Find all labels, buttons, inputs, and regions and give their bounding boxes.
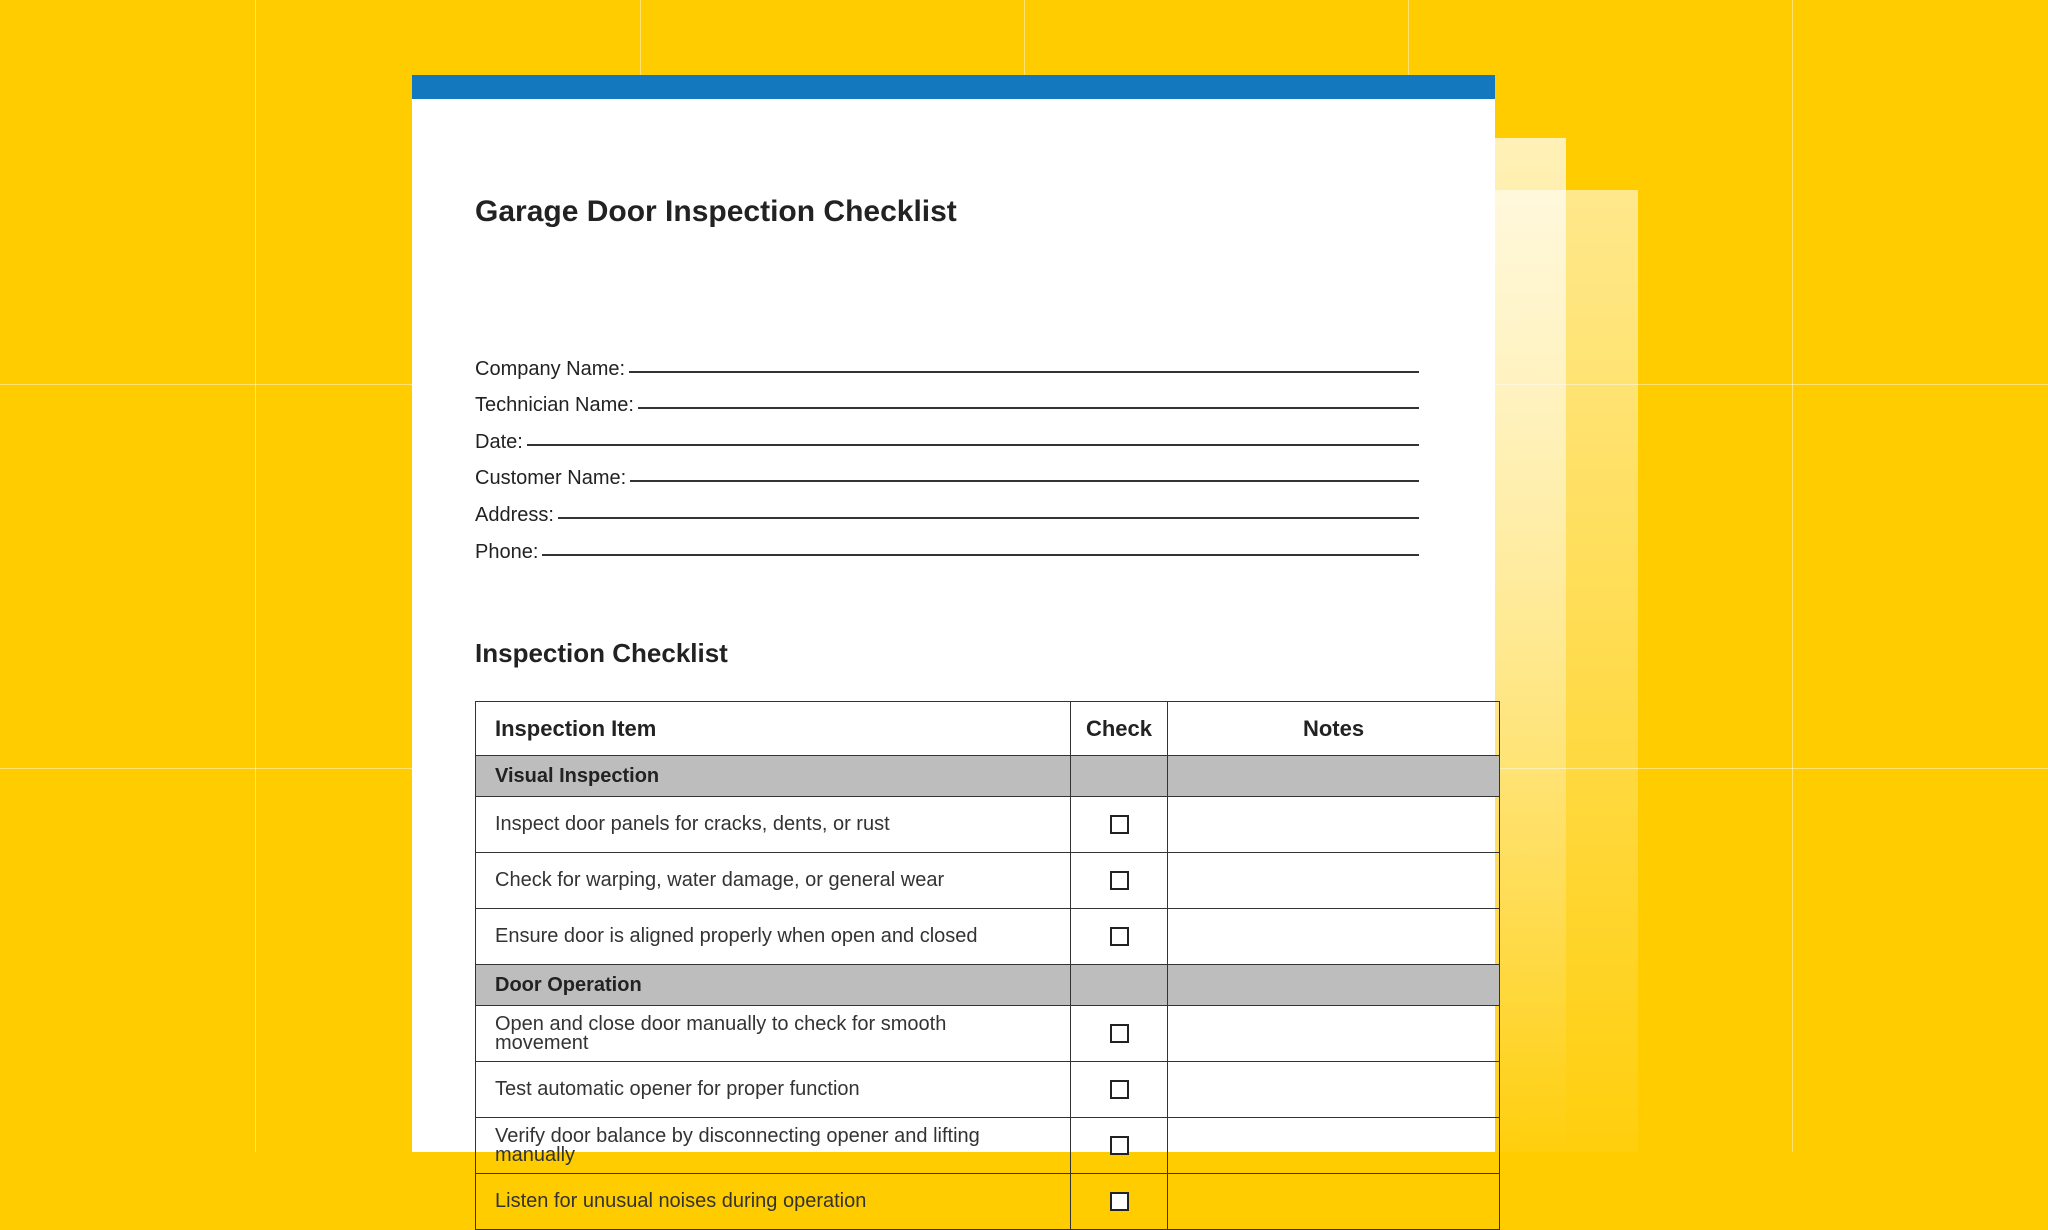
phone-field[interactable] (475, 526, 1419, 563)
group-check-cell (1071, 756, 1168, 797)
checkbox[interactable] (1110, 1192, 1129, 1211)
field-label: Technician Name: (475, 394, 634, 417)
field-underline[interactable] (527, 444, 1419, 446)
checkbox[interactable] (1110, 1080, 1129, 1099)
table-row (476, 1174, 1500, 1230)
date-field[interactable] (475, 416, 1419, 453)
group-check-cell (1071, 965, 1168, 1006)
notes-cell[interactable] (1168, 909, 1500, 965)
table-row (476, 909, 1500, 965)
table-row (476, 1062, 1500, 1118)
column-header-notes: Notes (1168, 702, 1500, 756)
item-text: Inspect door panels for cracks, dents, or rust (476, 797, 1071, 853)
checkbox[interactable] (1110, 1136, 1129, 1155)
field-underline[interactable] (638, 407, 1419, 409)
field-underline[interactable] (542, 554, 1419, 556)
check-cell (1071, 797, 1168, 853)
background-grid-line (255, 0, 256, 1152)
check-cell (1071, 853, 1168, 909)
group-row-door-operation (476, 965, 1500, 1006)
field-underline[interactable] (558, 517, 1419, 519)
item-text: Test automatic opener for proper function (476, 1062, 1071, 1118)
company-name-field[interactable] (475, 343, 1419, 380)
info-form (475, 343, 1419, 563)
check-cell (1071, 909, 1168, 965)
check-cell (1071, 1062, 1168, 1118)
field-label: Date: (475, 430, 523, 453)
notes-cell[interactable] (1168, 1118, 1500, 1174)
inspection-table (475, 701, 1500, 1230)
notes-cell[interactable] (1168, 853, 1500, 909)
column-header-check: Check (1071, 702, 1168, 756)
field-label: Phone: (475, 540, 539, 563)
section-title: Inspection Checklist (475, 638, 728, 668)
item-text: Check for warping, water damage, or general wear (476, 853, 1071, 909)
table-row (476, 1006, 1500, 1062)
checkbox[interactable] (1110, 871, 1129, 890)
notes-cell[interactable] (1168, 1174, 1500, 1230)
field-label: Customer Name: (475, 467, 627, 490)
field-label: Address: (475, 503, 554, 526)
item-text: Listen for unusual noises during operation (476, 1174, 1071, 1230)
item-text: Ensure door is aligned properly when open and closed (476, 909, 1071, 965)
notes-cell[interactable] (1168, 1062, 1500, 1118)
table-row (476, 797, 1500, 853)
document-title: Garage Door Inspection Checklist (475, 195, 957, 228)
group-label: Door Operation (476, 965, 1071, 1006)
item-text: Verify door balance by disconnecting opener and lifting manually (476, 1118, 1071, 1174)
checklist-document (412, 75, 1495, 1212)
customer-name-field[interactable] (475, 453, 1419, 490)
checkbox[interactable] (1110, 815, 1129, 834)
group-label: Visual Inspection (476, 756, 1071, 797)
address-field[interactable] (475, 489, 1419, 526)
check-cell (1071, 1006, 1168, 1062)
check-cell (1071, 1174, 1168, 1230)
document-header-bar (412, 75, 1495, 99)
table-row (476, 853, 1500, 909)
table-header-row (476, 702, 1500, 756)
item-text: Open and close door manually to check for smooth movement (476, 1006, 1071, 1062)
field-underline[interactable] (629, 371, 1419, 373)
group-row-visual-inspection (476, 756, 1500, 797)
checkbox[interactable] (1110, 927, 1129, 946)
group-notes-cell (1168, 756, 1500, 797)
field-label: Company Name: (475, 357, 626, 380)
technician-name-field[interactable] (475, 380, 1419, 417)
background-grid-line (1792, 0, 1793, 1152)
notes-cell[interactable] (1168, 1006, 1500, 1062)
stacked-sheet-back-far (1566, 190, 1638, 1152)
check-cell (1071, 1118, 1168, 1174)
column-header-item: Inspection Item (476, 702, 1071, 756)
group-notes-cell (1168, 965, 1500, 1006)
checkbox[interactable] (1110, 1024, 1129, 1043)
table-row (476, 1118, 1500, 1174)
notes-cell[interactable] (1168, 797, 1500, 853)
field-underline[interactable] (630, 480, 1419, 482)
